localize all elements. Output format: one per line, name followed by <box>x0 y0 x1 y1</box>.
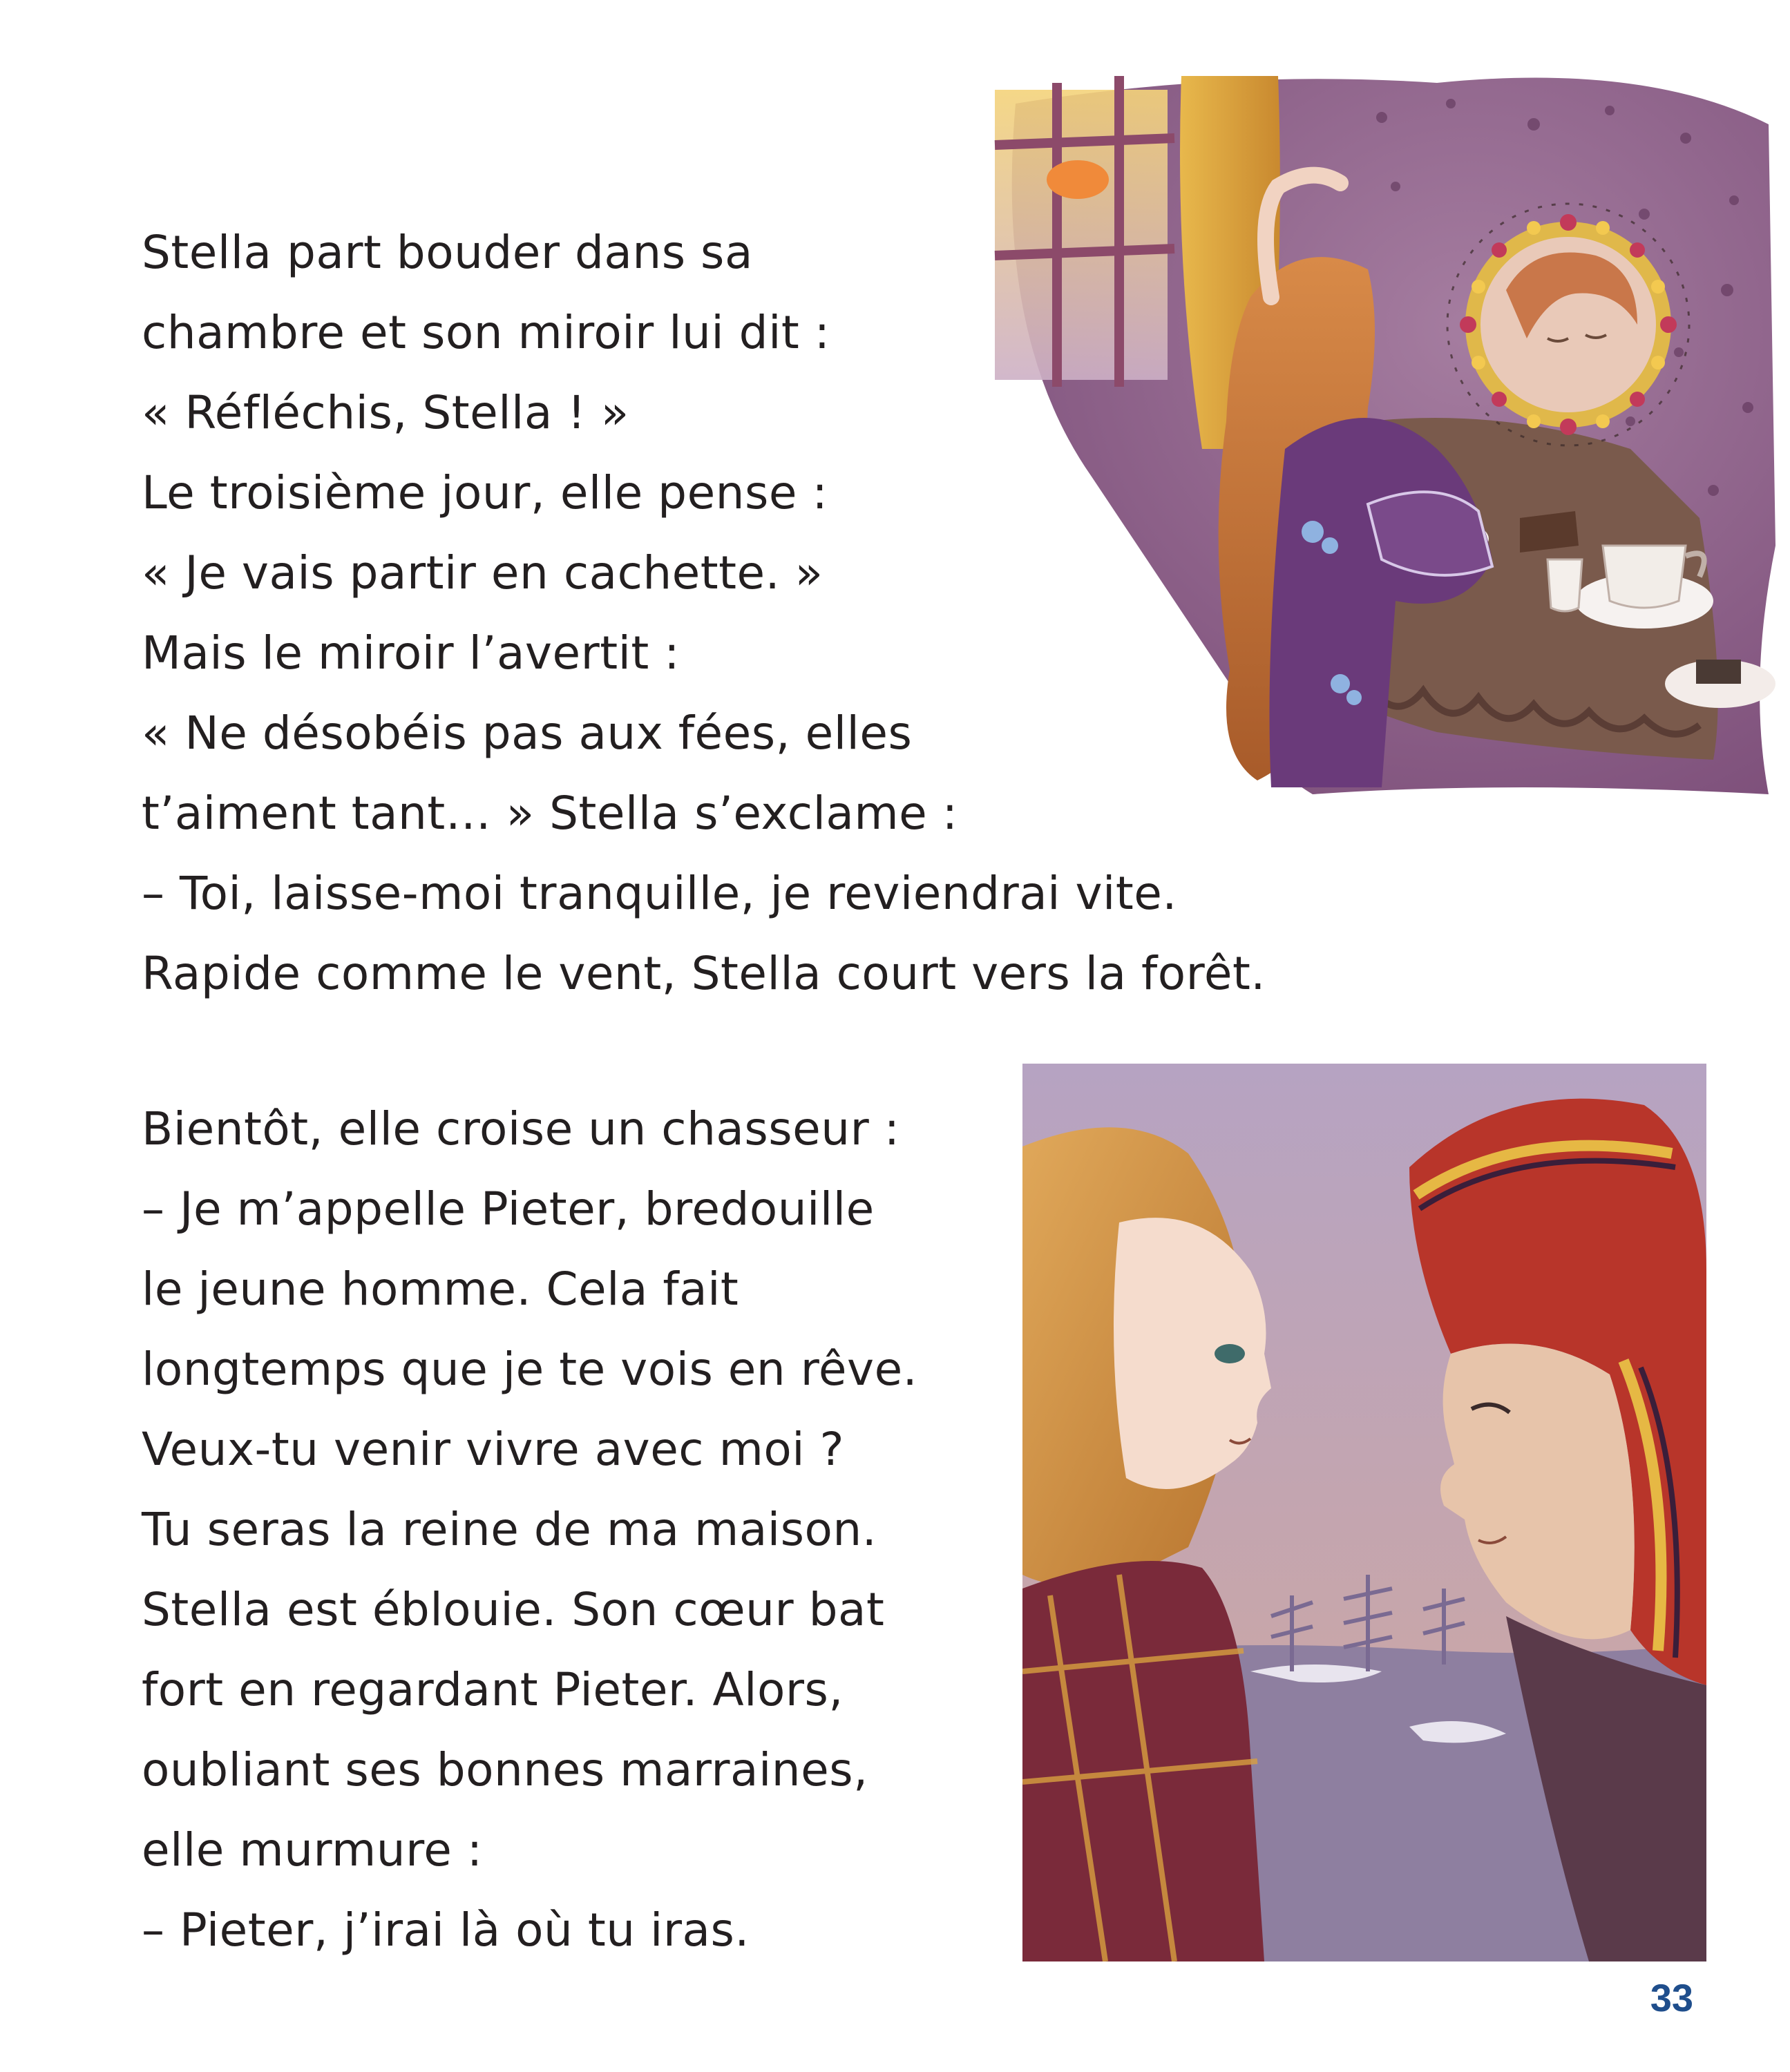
text-line: « Je vais partir en cachette. » <box>142 546 823 599</box>
text-line: Le troisième jour, elle pense : <box>142 466 828 519</box>
text-line: longtemps que je te vois en rêve. <box>142 1343 918 1396</box>
text-line: fort en regardant Pieter. Alors, <box>142 1663 844 1716</box>
illustration-stella-pieter <box>1022 1064 1706 1961</box>
text-line: Tu seras la reine de ma maison. <box>142 1503 877 1556</box>
stella-eye <box>1215 1344 1245 1363</box>
illustration-mirror-scene <box>953 62 1782 805</box>
text-line: Stella est éblouie. Son cœur bat <box>142 1583 885 1636</box>
text-line: « Ne désobéis pas aux fées, elles <box>142 707 913 760</box>
text-line: Bientôt, elle croise un chasseur : <box>142 1102 900 1155</box>
text-line: Mais le miroir l’avertit : <box>142 626 680 680</box>
text-line: chambre et son miroir lui dit : <box>142 306 830 359</box>
text-line: – Toi, laisse-moi tranquille, je reviendrai vite. <box>142 867 1177 920</box>
text-line: « Réfléchis, Stella ! » <box>142 386 629 439</box>
text-line: – Pieter, j’irai là où tu iras. <box>142 1903 750 1957</box>
chocolate-cake <box>1520 511 1579 553</box>
window <box>995 90 1168 380</box>
text-line: le jeune homme. Cela fait <box>142 1263 739 1316</box>
page-number: 33 <box>1650 1976 1693 2020</box>
teacup <box>1603 546 1686 608</box>
sunset-sun <box>1047 160 1109 199</box>
story-paragraph-2 <box>142 1089 917 1970</box>
milk-jug <box>1548 559 1582 611</box>
text-line: t’aiment tant… » Stella s’exclame : <box>142 787 958 840</box>
text-line: Stella part bouder dans sa <box>142 226 753 279</box>
text-line: Veux-tu venir vivre avec moi ? <box>142 1423 845 1476</box>
text-line: Rapide comme le vent, Stella court vers la forêt. <box>142 947 1266 1000</box>
text-line: elle murmure : <box>142 1823 483 1877</box>
text-line: – Je m’appelle Pieter, bredouille <box>142 1182 875 1236</box>
text-line: oubliant ses bonnes marraines, <box>142 1743 868 1796</box>
